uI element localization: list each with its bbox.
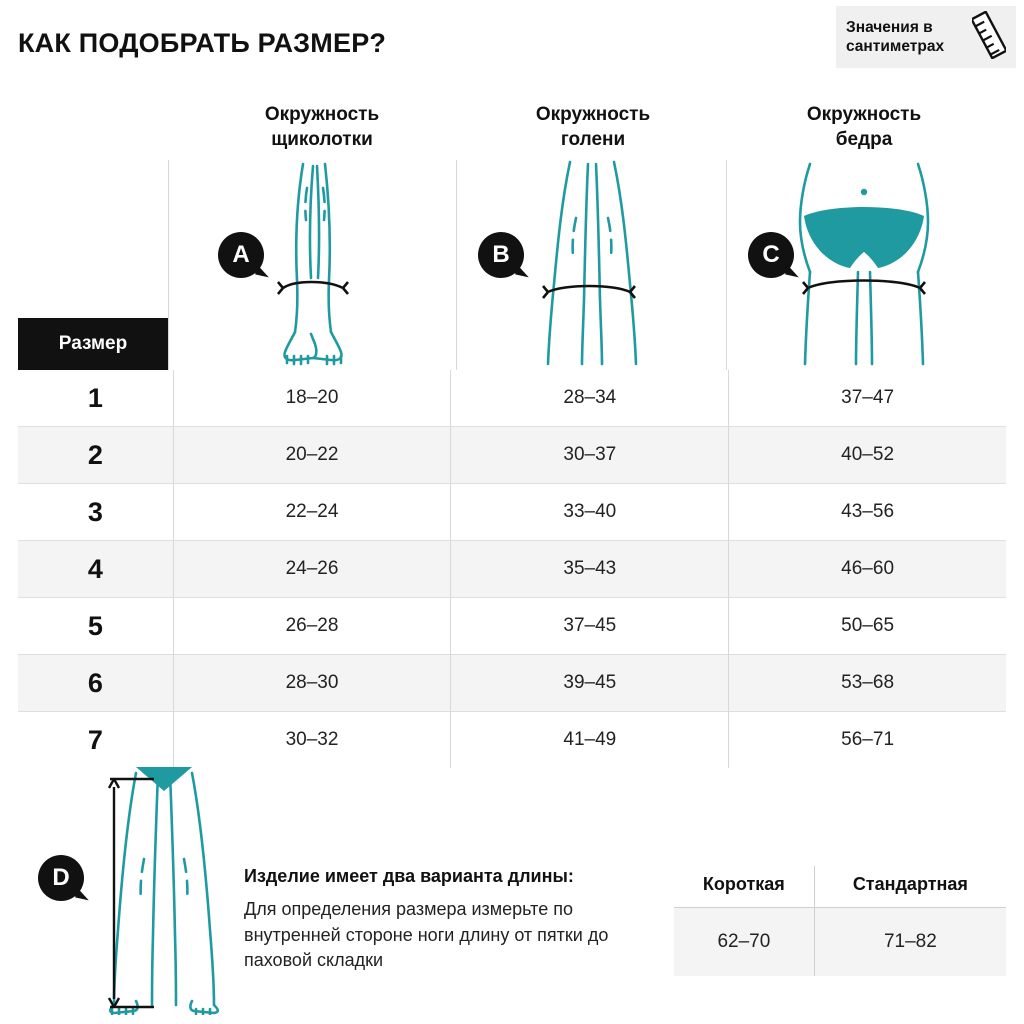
length-instructions-lead: Изделие имеет два варианта длины: [244,866,574,886]
length-value-short: 62–70 [674,908,814,977]
legs-length-illustration [92,755,227,1020]
cell-thigh: 37–47 [729,370,1006,427]
cell-calf: 33–40 [451,484,729,541]
cell-ankle: 24–26 [173,541,451,598]
length-table-row [674,908,1006,977]
ruler-icon [972,11,1006,64]
table-row [18,541,1006,598]
page-title: КАК ПОДОБРАТЬ РАЗМЕР? [18,28,387,58]
column-heading-calf-line2: голени [560,128,626,150]
cell-size: 4 [18,541,173,598]
length-header-standard: Стандартная [814,866,1006,908]
cell-size: 5 [18,598,173,655]
marker-a [218,232,264,278]
length-table [674,866,1006,976]
column-heading-thigh-line1: Окружность [806,104,922,125]
cell-ankle: 28–30 [173,655,451,712]
table-row [18,598,1006,655]
cell-size: 7 [18,712,173,769]
cell-size: 3 [18,484,173,541]
length-instructions [244,866,654,974]
table-row [18,484,1006,541]
cell-calf: 37–45 [451,598,729,655]
cell-thigh: 56–71 [729,712,1006,769]
column-heading-ankle-line1: Окружность [264,104,380,125]
marker-d-label: D [52,864,70,891]
size-table [18,370,1006,768]
cell-calf: 41–49 [451,712,729,769]
size-column-header-label: Размер [58,333,128,354]
marker-c [748,232,794,278]
marker-b [478,232,524,278]
cell-thigh: 40–52 [729,427,1006,484]
cell-size: 6 [18,655,173,712]
column-heading-calf [458,103,728,152]
cell-thigh: 50–65 [729,598,1006,655]
marker-b-label: B [492,241,510,268]
table-row [18,655,1006,712]
cell-size: 2 [18,427,173,484]
length-instructions-description: Для определения размера измерьте по внутренней стороне ноги длину от пятки до паховой складки [244,899,609,971]
cell-ankle: 30–32 [173,712,451,769]
cell-ankle: 26–28 [173,598,451,655]
column-divider-1 [168,160,169,370]
marker-c-label: C [762,241,780,268]
marker-a-label: A [232,241,250,268]
column-heading-thigh-line2: бедра [835,128,893,150]
column-heading-ankle-line2: щиколотки [271,128,373,150]
length-header-short: Короткая [674,866,814,908]
length-table-header-row [674,866,1006,908]
table-row [18,370,1006,427]
column-heading-ankle [186,103,458,152]
cell-calf: 30–37 [451,427,729,484]
cell-size: 1 [18,370,173,427]
table-row [18,427,1006,484]
column-heading-calf-line1: Окружность [535,104,651,125]
cell-calf: 28–34 [451,370,729,427]
cell-calf: 35–43 [451,541,729,598]
cell-ankle: 18–20 [173,370,451,427]
size-column-header [18,318,168,370]
units-badge [836,6,1016,68]
length-value-standard: 71–82 [814,908,1006,977]
cell-ankle: 20–22 [173,427,451,484]
marker-d [38,855,84,901]
column-heading-thigh [728,103,1000,152]
cell-ankle: 22–24 [173,484,451,541]
units-badge-label: Значения в сантиметрах [846,18,945,55]
cell-thigh: 43–56 [729,484,1006,541]
cell-calf: 39–45 [451,655,729,712]
cell-thigh: 53–68 [729,655,1006,712]
cell-thigh: 46–60 [729,541,1006,598]
